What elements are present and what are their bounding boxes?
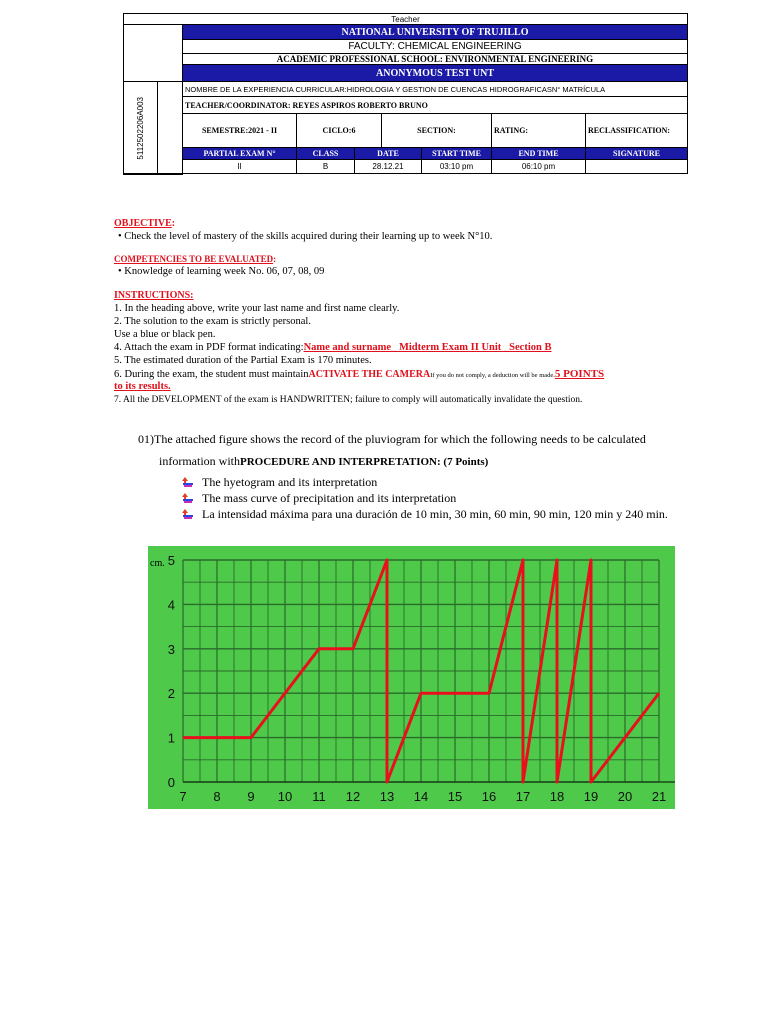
- y-tick-label: 3: [167, 641, 175, 657]
- bullet-arrow-icon: [182, 508, 194, 520]
- bullet-arrow-icon: [182, 492, 194, 504]
- val-class: B: [296, 159, 355, 174]
- instructions-heading: INSTRUCTIONS:: [114, 290, 194, 301]
- logo-cell: [123, 24, 183, 82]
- col-partial-exam: PARTIAL EXAM N°: [182, 147, 297, 160]
- section-label: SECTION:: [381, 113, 492, 148]
- instruction-6: 6. During the exam, the student must maintainACTIVATE THE CAMERAIf you do not comply, a deduction will be made.5 POINTS: [114, 368, 605, 380]
- ciclo-label: CICLO:6: [296, 113, 382, 148]
- col-start-time: START TIME: [421, 147, 492, 160]
- question-line-2: information withPROCEDURE AND INTERPRETATION: (7 Points): [159, 454, 489, 468]
- y-tick-label: 2: [167, 686, 175, 702]
- col-signature: SIGNATURE: [585, 147, 688, 160]
- x-tick-label: 9: [247, 789, 255, 804]
- question-bullet-3: La intensidad máxima para una duración de 10 min, 30 min, 60 min, 90 min, 120 min y 240 min.: [182, 506, 668, 522]
- instruction-7: 7. All the DEVELOPMENT of the exam is HANDWRITTEN; failure to comply will automatically invalidate the question.: [114, 395, 583, 405]
- test-title: ANONYMOUS TEST UNT: [182, 64, 688, 82]
- pluviogram-chart: [148, 546, 675, 813]
- x-tick-label: 13: [379, 789, 395, 804]
- x-tick-label: 7: [179, 789, 187, 804]
- rating-label: RATING:: [491, 113, 586, 148]
- blank-cell: [157, 81, 183, 175]
- competencies-heading: COMPETENCIES TO BE EVALUATED:: [114, 254, 277, 264]
- y-tick-label: 4: [167, 597, 175, 613]
- faculty-label: FACULTY: CHEMICAL ENGINEERING: [182, 39, 688, 54]
- student-code: 5112502206A003: [136, 96, 145, 160]
- objective-heading: OBJECTIVE:: [114, 218, 176, 229]
- reclassification-label: RECLASSIFICATION:: [585, 113, 688, 148]
- x-tick-label: 18: [549, 789, 565, 804]
- y-tick-label: 1: [167, 730, 175, 746]
- instruction-6-continued: to its results.: [114, 381, 171, 392]
- x-tick-label: 10: [277, 789, 293, 804]
- val-end-time: 06:10 pm: [491, 159, 586, 174]
- val-start-time: 03:10 pm: [421, 159, 492, 174]
- code-cell: [123, 81, 158, 175]
- x-tick-label: 17: [515, 789, 531, 804]
- val-signature: [585, 159, 688, 174]
- question-bullet-2: The mass curve of precipitation and its interpretation: [182, 490, 456, 506]
- x-tick-label: 19: [583, 789, 599, 804]
- x-tick-label: 20: [617, 789, 633, 804]
- x-tick-label: 12: [345, 789, 361, 804]
- question-line-1: 01)The attached figure shows the record of the pluviogram for which the following needs to be calculated: [138, 432, 646, 446]
- university-title: NATIONAL UNIVERSITY OF TRUJILLO: [182, 24, 688, 40]
- col-class: CLASS: [296, 147, 355, 160]
- y-axis-label: cm.: [150, 558, 165, 569]
- instruction-3: Use a blue or black pen.: [114, 329, 216, 340]
- y-tick-label: 0: [167, 775, 175, 790]
- x-tick-label: 14: [413, 789, 429, 804]
- instruction-5: 5. The estimated duration of the Partial Exam is 170 minutes.: [114, 355, 372, 366]
- semester-label: SEMESTRE:2021 - II: [182, 113, 297, 148]
- x-tick-label: 16: [481, 789, 497, 804]
- exam-header-table: [123, 13, 688, 174]
- val-date: 28.12.21: [354, 159, 422, 174]
- experience-label: NOMBRE DE LA EXPERIENCIA CURRICULAR:HIDROLOGIA Y GESTION DE CUENCAS HIDROGRAFICASN° MATRÍCULA: [182, 81, 688, 97]
- x-tick-label: 21: [651, 789, 667, 804]
- instruction-1: 1. In the heading above, write your last name and first name clearly.: [114, 303, 400, 314]
- question-bullet-1: The hyetogram and its interpretation: [182, 474, 377, 490]
- instruction-4: 4. Attach the exam in PDF format indicating:Name and surname_ Midterm Exam II Unit _Section B: [114, 342, 552, 353]
- col-date: DATE: [354, 147, 422, 160]
- x-tick-label: 11: [312, 789, 326, 804]
- chart-background: [148, 546, 675, 809]
- school-label: ACADEMIC PROFESSIONAL SCHOOL: ENVIRONMENTAL ENGINEERING: [182, 53, 688, 65]
- val-partial-exam: II: [182, 159, 297, 174]
- objective-item: • Check the level of mastery of the skills acquired during their learning up to week N°10.: [118, 231, 493, 242]
- y-tick-label: 5: [167, 553, 175, 568]
- bullet-arrow-icon: [182, 476, 194, 488]
- x-tick-label: 15: [447, 789, 463, 804]
- x-tick-label: 8: [213, 789, 221, 804]
- teacher-label: Teacher: [123, 13, 688, 25]
- instruction-2: 2. The solution to the exam is strictly personal.: [114, 316, 311, 327]
- competencies-item: • Knowledge of learning week No. 06, 07, 08, 09: [118, 266, 325, 277]
- teacher-coordinator: TEACHER/COORDINATOR: REYES ASPIROS ROBERTO BRUNO: [182, 96, 688, 114]
- col-end-time: END TIME: [491, 147, 586, 160]
